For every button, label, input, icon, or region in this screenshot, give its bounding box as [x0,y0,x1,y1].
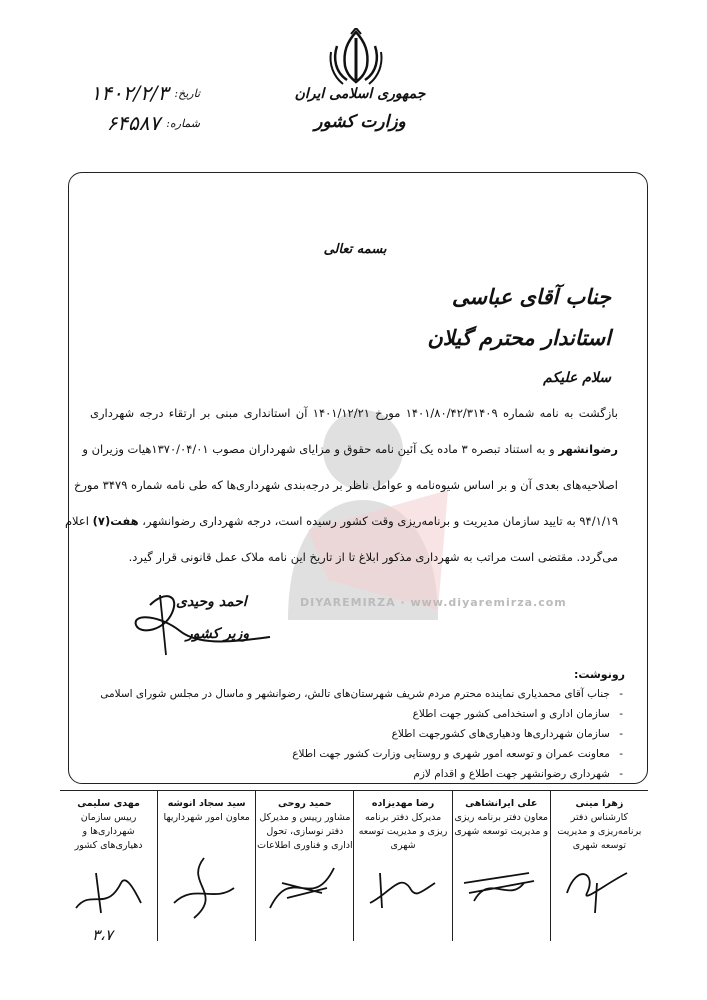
ministry-name: وزارت کشور [314,112,406,132]
date-label: تاریخ: [174,86,200,100]
approval-cell [255,791,353,941]
approver-role: معاون دفتر برنامه ریزی و مدیریت توسعه شهری [454,812,549,837]
approval-cell [353,791,451,941]
approver-role: کارشناس دفتر برنامه‌ریزی و مدیریت توسعه شهری [557,812,642,851]
approver-name: رضا مهدیزاده [371,798,435,809]
approval-cell [550,791,648,941]
signer-title: وزیر کشور [186,626,250,642]
cc-list [100,684,623,784]
approver-name: علی ایرانشاهی [465,798,538,809]
watermark-text: DIYAREMIRZA · www.diyaremirza.com [300,596,567,609]
cc-title: رونوشت: [573,668,625,681]
body-line-2: رضوانشهر و به استناد تبصره ۳ ماده یک آئین نامه حقوق و مزایای شهرداران مصوب ۱۳۷۰/۰۴/۰۱هیات وزیران و [82,442,618,456]
page-number: ۳،۷ [92,926,113,944]
number-value: ۶۴۵۸۷ [106,111,161,135]
approver-name: مهدی سلیمی [77,798,140,809]
approver-name: حمید روحی [278,798,332,809]
body-line-4: ۹۴/۱/۱۹ به تایید سازمان مدیریت و برنامه‌ریزی وقت کشور رسیده است، درجه شهرداری رضوانشهر، هفت(۷) اعلام [64,514,618,528]
approver-name: سید سجاد انوشه [167,798,246,809]
number-label: شماره: [166,116,200,130]
approver-signature-icon [262,853,342,923]
approver-role: مشاور رییس و مدیرکل دفتر نوسازی، تحول اداری و فناوری اطلاعات [257,812,353,851]
approver-signature-icon [557,853,637,923]
letter-body [64,402,619,582]
opening-phrase: بسمه تعالی [323,242,387,257]
approver-signature-icon [459,853,539,923]
approval-cell [157,791,255,941]
approver-role: معاون امور شهرداریها [163,812,250,823]
date-value: ۱۴۰۲/۲/۳ [90,81,169,105]
cc-item: - سازمان اداری و استخدامی کشور جهت اطلاع [153,704,623,724]
city-name: رضوانشهر [558,442,618,456]
cc-item: - شهرداری رضوانشهر جهت اطلاع و اقدام لازم [153,764,623,784]
grade-value: هفت(۷) [92,514,139,528]
country-name: جمهوری اسلامی ایران [294,86,426,102]
signer-name: احمد وحیدی [176,594,247,610]
approver-signature-icon [164,853,244,923]
letter-meta [60,78,200,138]
greeting: سلام علیکم [543,370,611,386]
cc-item: - معاونت عمران و توسعه امور شهری و روستایی وزارت کشور جهت اطلاع [153,744,623,764]
addressee-title: استاندار محترم گیلان [427,325,611,350]
approver-signature-icon [66,853,146,923]
cc-item: - سازمان شهرداری‌ها ودهیاری‌های کشورجهت اطلاع [153,724,623,744]
approver-role: مدیرکل دفتر برنامه ریزی و مدیریت توسعه شهری [358,812,448,851]
approval-signatures-table [60,790,648,941]
body-line-1: بازگشت به نامه شماره ۱۴۰۱/۸۰/۴۲/۳۱۴۰۹ مورخ ۱۴۰۱/۱۲/۲۱ آن استانداری مبنی بر ارتقاء درجه شهرداری [90,406,619,420]
approver-name: زهرا مینی [575,798,624,809]
approver-role: رییس سازمان شهرداری‌ها و دهیاری‌های کشور [74,812,143,851]
number-row [60,108,200,138]
iran-emblem-icon [327,28,385,88]
addressee-name: جناب آقای عباسی [451,284,611,309]
cc-item: - جناب آقای محمدیاری نماینده محترم مردم شریف شهرستان‌های تالش، رضوانشهر و ماسال در مجلس شورای اسلامی [153,684,623,704]
approval-cell [60,791,157,941]
approver-signature-icon [360,853,440,923]
body-line-3: اصلاحیه‌های بعدی آن و بر اساس شیوه‌نامه و عوامل ناظر بر درجه‌بندی شهرداری‌ها که طی نامه شماره ۳۴۷۹ مورخ [73,478,618,492]
body-line-5: می‌گردد. مقتضی است مراتب به شهرداری مذکور ابلاغ تا از تاریخ این نامه ملاک عمل قانونی قرار گیرد. [128,550,618,564]
approval-cell [452,791,550,941]
date-row [60,78,200,108]
